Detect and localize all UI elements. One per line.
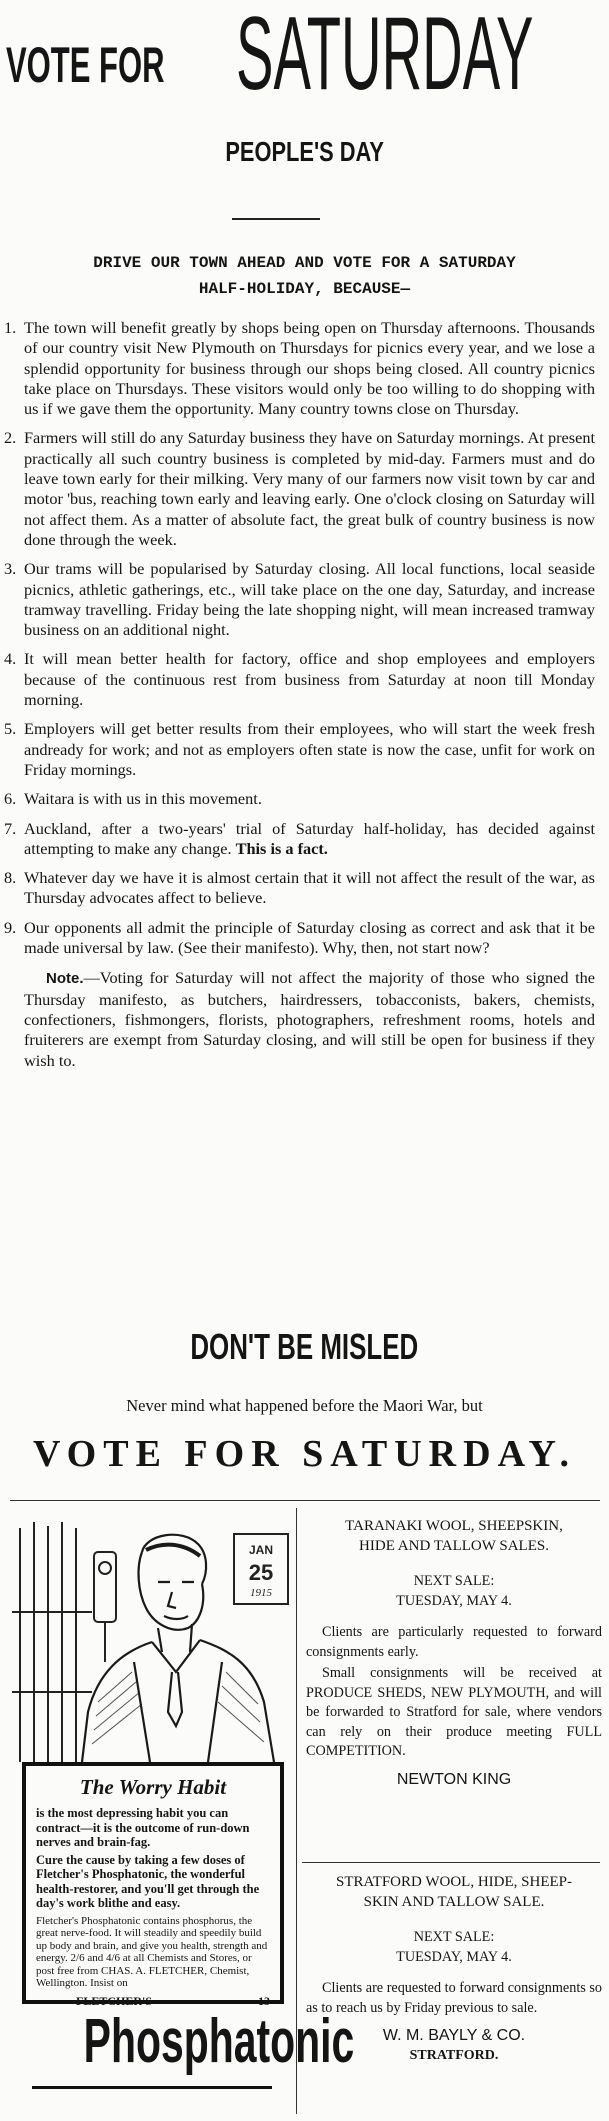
reasons-list: [0, 318, 609, 1071]
reason-text: Our opponents all admit the principle of Saturday closing as correct and ask that it be made universal by law. (See their manifesto). Why, then, not start now?: [24, 917, 595, 958]
dont-be-misled-heading: [0, 1326, 609, 1368]
reason-text: Auckland, after a two-years' trial of Saturday half-holiday, has decided against attempting to make any change.: [24, 818, 595, 858]
reason-text: Whatever day we have it is almost certain that it will not affect the result of the war, as Thursday advocates affect to believe.: [24, 868, 595, 908]
reason-item: [0, 428, 609, 550]
intro-line-2: HALF-HOLIDAY, BECAUSE—: [198, 280, 411, 298]
next-sale-label: NEXT SALE:: [413, 1929, 495, 1945]
headline: [0, 0, 609, 112]
section-rule: [10, 1500, 600, 1501]
reason-item: [0, 819, 609, 860]
worry-small-print: Fletcher's Phosphatonic contains phosphorus, the great nerve-food. It will steadily and speedily build up body and brain, and give you health, strength and energy. 2/6 and 4/6 at all Chemists and Stores, or post free from CHAS. A. FLETCHER, Chemist, Wellington. Insist on: [36, 1914, 268, 1989]
subhead: [0, 136, 609, 168]
reason-number: 5.: [4, 719, 17, 739]
reason-number: 9.: [4, 917, 17, 937]
reason-number: 1.: [4, 318, 17, 337]
reason-item: [0, 649, 609, 710]
reason-number: 2.: [4, 428, 17, 448]
reason-text: Waitara is with us in this movement.: [24, 789, 262, 809]
phosphatonic-advert: [12, 1512, 355, 2116]
reason-item: [0, 868, 609, 909]
calendar-day: 25: [248, 1560, 274, 1585]
headline-vote-for: VOTE FOR: [6, 37, 165, 93]
advert-code: 13: [258, 1993, 270, 2008]
notice-body-1: Clients are requested to forward consignments so as to reach us by Friday previous to sale.: [306, 1980, 602, 2016]
worry-body-2: Cure the cause by taking a few doses of Fletcher's Phosphatonic, the wonderful health-restorer, and you'll get through the day's work blithe and easy.: [36, 1852, 260, 1910]
vote-for-saturday-banner: VOTE FOR SATURDAY.: [33, 1433, 576, 1475]
notice-signature: W. M. BAYLY & CO.: [382, 2027, 526, 2044]
phosphatonic-text: Phosphatonic: [83, 2007, 355, 2076]
insist-fletchers: FLETCHER'S: [76, 1993, 153, 2008]
reason-number: 8.: [4, 868, 17, 888]
reason-text: Employers will get better results from their employees, who will start the week fresh andready for work; and not as employers often state is now the case, unfit for work on Friday mornings.: [24, 719, 595, 779]
notice-heading-2: HIDE AND TALLOW SALES.: [359, 1538, 549, 1554]
reason-number: 7.: [4, 818, 17, 838]
reason-emphasis: This is a fact.: [235, 838, 328, 858]
intro: [0, 250, 609, 302]
taranaki-wool-notice: [306, 1516, 602, 1789]
reason-text: The town will benefit greatly by shops being open on Thursday afternoons. Thousands of our country visit New Plymouth on Thursdays for picnics every year, and we lose a splendid opportunity for business through our shops being closed. All country picnics take place on Thursdays. These visitors would only be too willing to do shopping with us if we gave them the opportunity. Many country towns close on Thursday.: [24, 318, 595, 419]
calendar-month: JAN: [248, 1543, 274, 1557]
reason-text: It will mean better health for factory, office and shop employees and employers because of the continuous rest from business from Saturday at noon till Monday morning.: [24, 649, 595, 710]
next-sale-label: NEXT SALE:: [413, 1573, 495, 1589]
logo-underline: [32, 2086, 272, 2089]
reason-item: [0, 789, 609, 809]
column-divider: [296, 1508, 297, 2114]
notice-signature: NEWTON KING: [396, 1770, 512, 1788]
notice-heading-1: TARANAKI WOOL, SHEEPSKIN,: [345, 1518, 563, 1534]
reason-item: [0, 719, 609, 780]
subhead-text: PEOPLE'S DAY: [225, 136, 384, 167]
never-mind-line: Never mind what happened before the Maori War, but: [126, 1396, 483, 1415]
intro-line-1: DRIVE OUR TOWN AHEAD AND VOTE FOR A SATURDAY: [93, 254, 516, 272]
reason-item: [0, 318, 609, 419]
calendar-icon: [234, 1534, 288, 1604]
dont-be-misled-text: DON'T BE MISLED: [190, 1326, 419, 1367]
reason-text: Farmers will still do any Saturday business they have on Saturday mornings. At present practically all such country business is completed by mid-day. Farmers must and do leave town early for their milking. Very many of our farmers now visit town by car and motor 'bus, reaching town early and leaving early. One o'clock closing on Saturday will not affect them. As a matter of absolute fact, the great bulk of country business is now done through the week.: [24, 428, 595, 549]
worry-body-1: is the most depressing habit you can contract—it is the outcome of run-down nerves and brain-fag.: [36, 1806, 250, 1849]
reason-number: 6.: [4, 789, 17, 809]
notice-separator: [302, 1862, 600, 1863]
next-sale-date: TUESDAY, MAY 4.: [396, 1948, 512, 1965]
reason-item: [0, 918, 609, 959]
reason-number: 4.: [4, 649, 17, 669]
notice-body-1: Clients are particularly requested to forward consignments early.: [306, 1624, 602, 1660]
divider-rule: [232, 218, 320, 220]
note-text: —Voting for Saturday will not affect the majority of those who signed the Thursday manifesto, as butchers, hairdressers, tobacconists, bakers, chemists, confectioners, fishmongers, florists, photographers, refreshment rooms, hotels and fruiterers are exempt from Saturday closing, and will still be open for business if they wish to.: [24, 968, 595, 1070]
calendar-year: 1915: [250, 1587, 272, 1599]
worry-habit-box: [22, 1762, 284, 2008]
reason-number: 3.: [4, 559, 17, 579]
stratford-wool-notice: [306, 1872, 602, 2065]
notice-heading-1: STRATFORD WOOL, HIDE, SHEEP-: [336, 1874, 572, 1890]
reason-item: [0, 559, 609, 640]
reason-text: Our trams will be popularised by Saturday closing. All local functions, local seaside picnics, athletic gatherings, etc., will take place on the one day, Saturday, and increase tramway travelling. Friday being the late shopping night, will mean increased tramway business on an additional night.: [24, 559, 595, 640]
notice-body-2: Small consignments will be received at PRODUCE SHEDS, NEW PLYMOUTH, and will be forwarded to Stratford for sale, where vendors can rely on their produce meeting FULL COMPETITION.: [306, 1665, 602, 1759]
worry-title: The Worry Habit: [79, 1775, 227, 1799]
headline-saturday: SATURDAY: [236, 0, 534, 112]
note-label: Note.: [46, 970, 84, 988]
next-sale-date: TUESDAY, MAY 4.: [396, 1592, 512, 1609]
notice-heading-2: SKIN AND TALLOW SALE.: [363, 1894, 545, 1910]
notice-location: STRATFORD.: [409, 2047, 499, 2063]
note-paragraph: [0, 968, 609, 1070]
phosphatonic-logo: [14, 2006, 355, 2078]
